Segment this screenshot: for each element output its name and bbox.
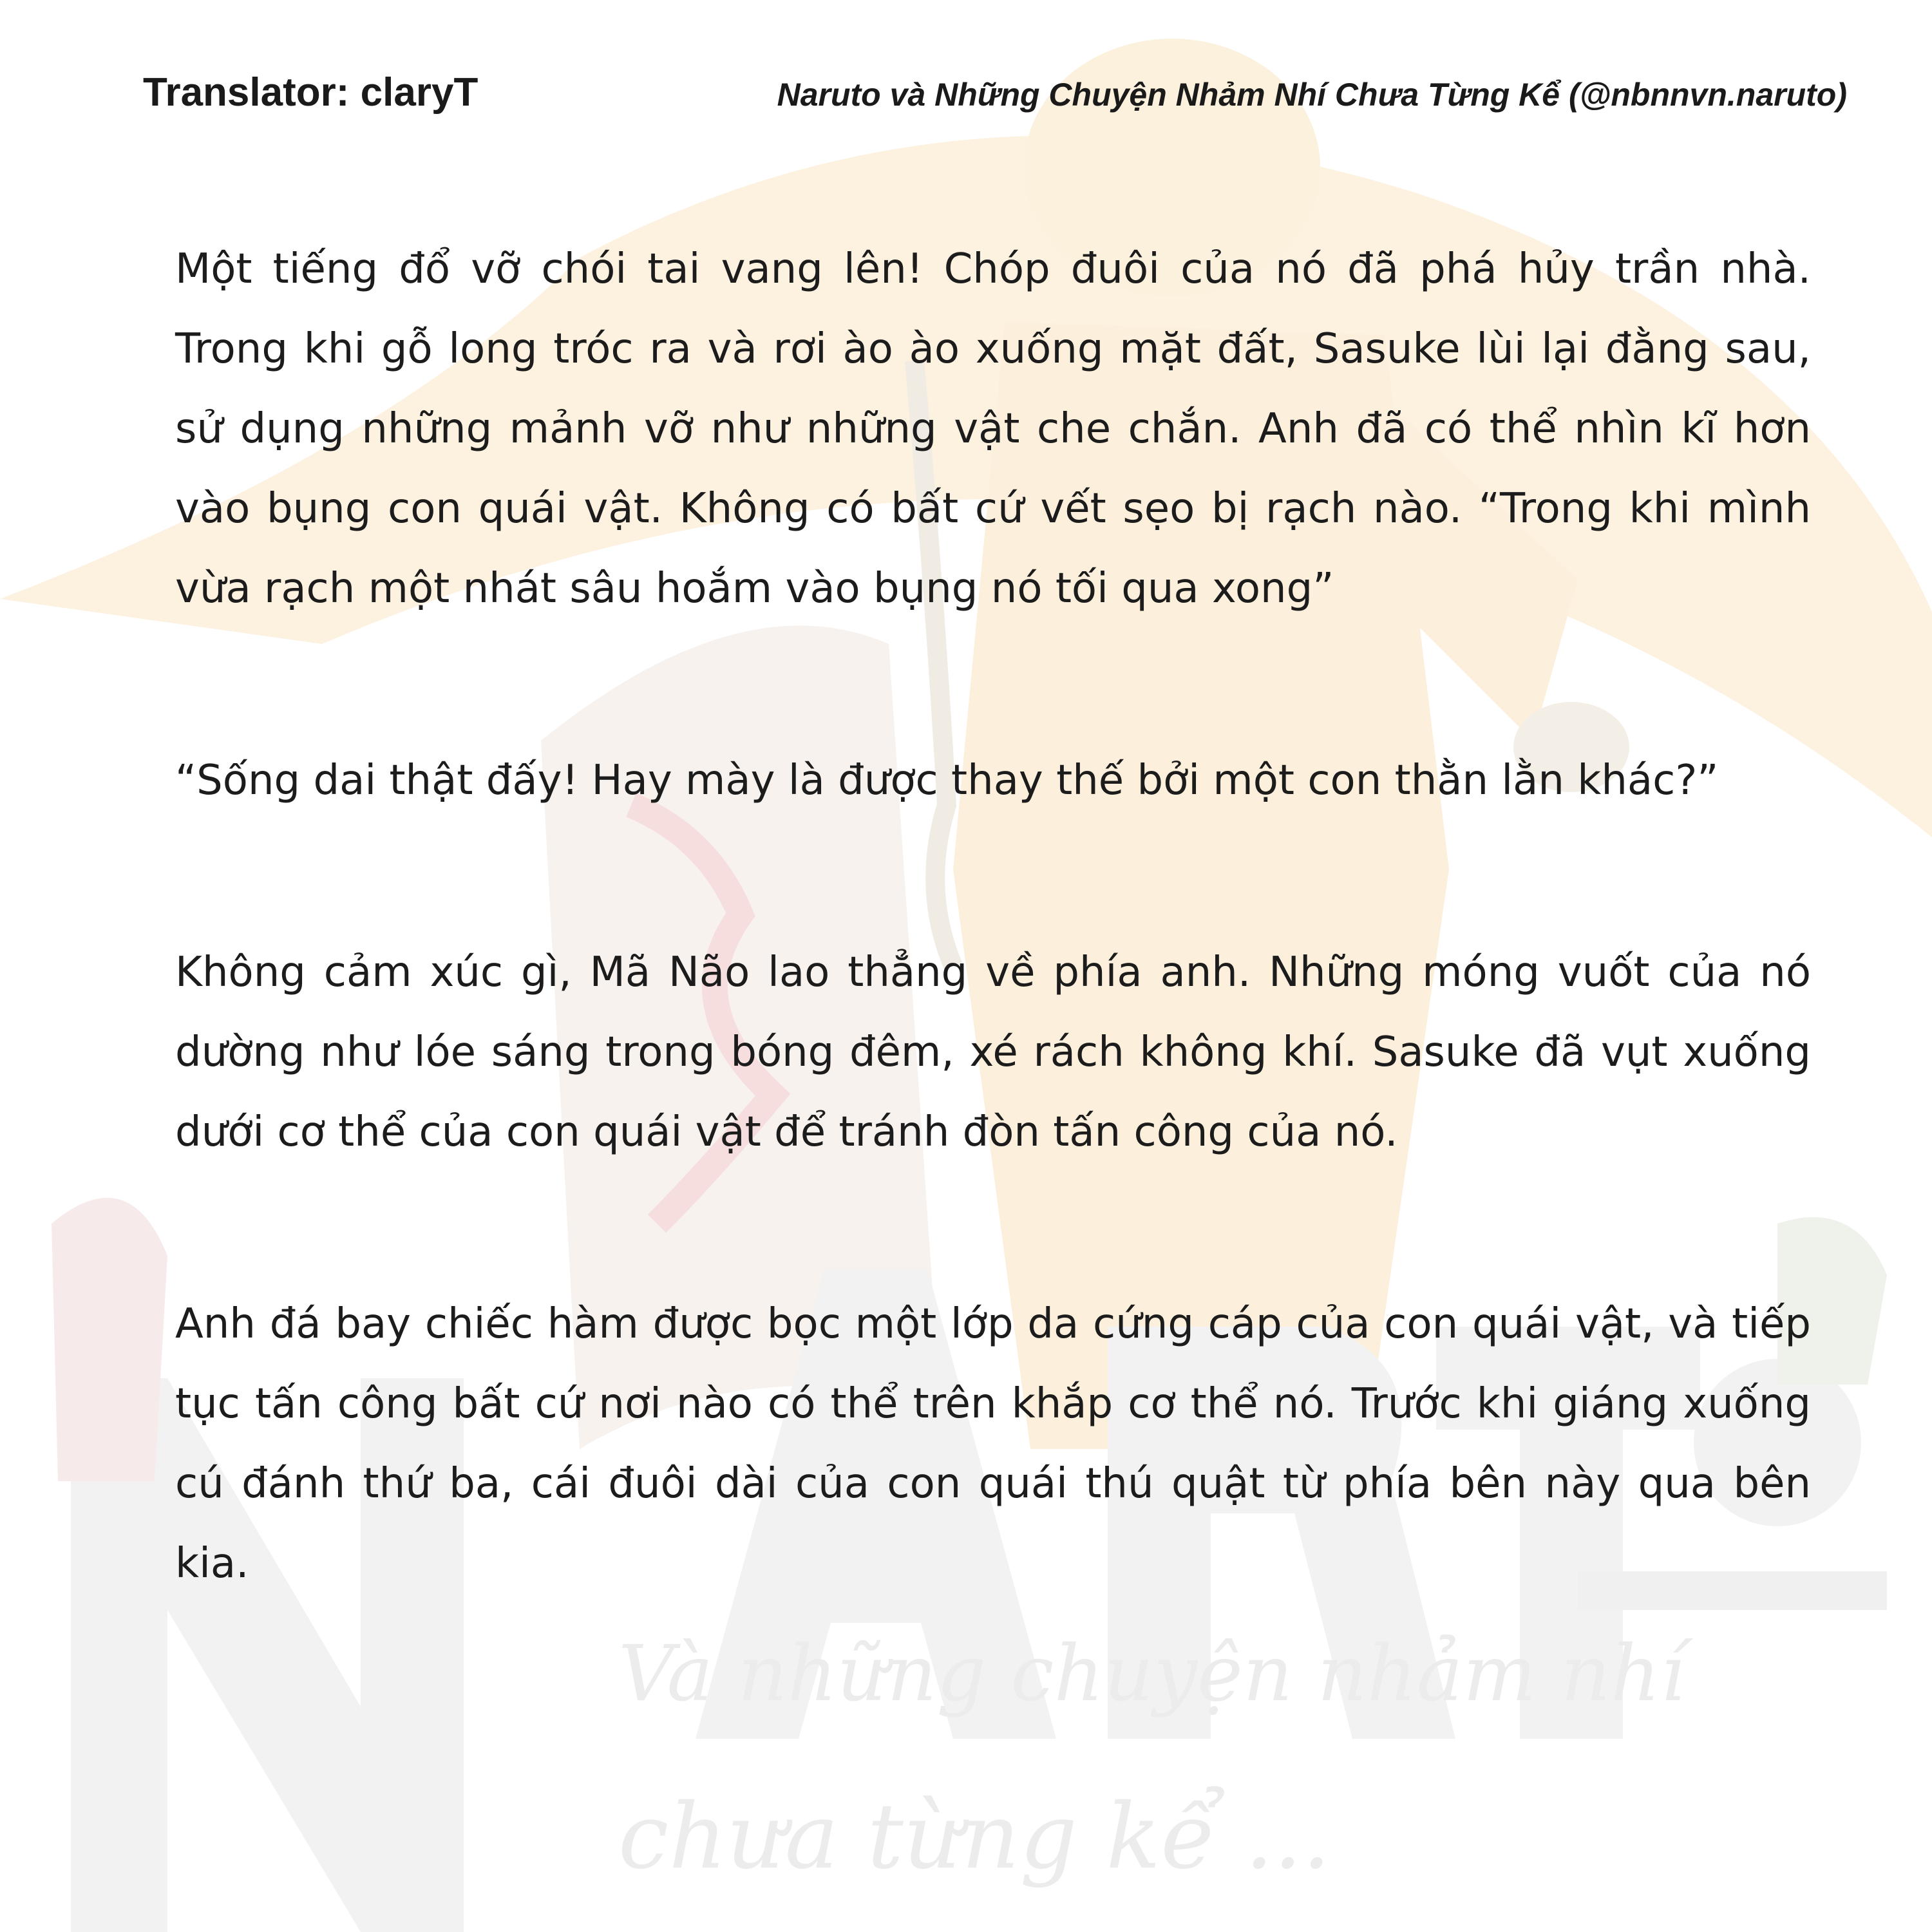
paragraph: “Sống dai thật đấy! Hay mày là được thay thế bởi một con thằn lằn khác?” xyxy=(175,757,1719,804)
story-body xyxy=(175,229,1811,1604)
translator-credit: Translator: claryT xyxy=(143,70,478,115)
series-title: Naruto và Những Chuyện Nhảm Nhí Chưa Từng Kể (@nbnnvn.naruto) xyxy=(777,77,1847,113)
watermark-script-line-2: chưa từng kể ... xyxy=(618,1785,1331,1889)
paragraph: Một tiếng đổ vỡ chói tai vang lên! Chóp đuôi của nó đã phá hủy trần nhà. Trong khi gỗ long tróc ra và rơi ào ào xuống mặt đất, Sasuke lùi lại đằng sau, sử dụng những mảnh vỡ như những vật che chắn. Anh đã có thể nhìn kĩ hơn vào bụng con quái vật. Không có bất cứ vết sẹo bị rạch nào. “Trong khi mình vừa rạch một nhát sâu hoắm vào bụng nó tối qua xong” xyxy=(175,245,1811,612)
paragraph: Không cảm xúc gì, Mã Não lao thẳng về phía anh. Những móng vuốt của nó dường như lóe sáng trong bóng đêm, xé rách không khí. Sasuke đã vụt xuống dưới cơ thể của con quái vật để tránh đòn tấn công của nó. xyxy=(175,949,1811,1156)
watermark-script-line-1: Và những chuyện nhảm nhí xyxy=(618,1629,1685,1719)
paragraph: Anh đá bay chiếc hàm được bọc một lớp da cứng cáp của con quái vật, và tiếp tục tấn công bất cứ nơi nào có thể trên khắp cơ thể nó. Trước khi giáng xuống cú đánh thứ ba, cái đuôi dài của con quái thú quật từ phía bên này qua bên kia. xyxy=(175,1300,1811,1587)
watermark-left-figure xyxy=(52,1198,167,1481)
